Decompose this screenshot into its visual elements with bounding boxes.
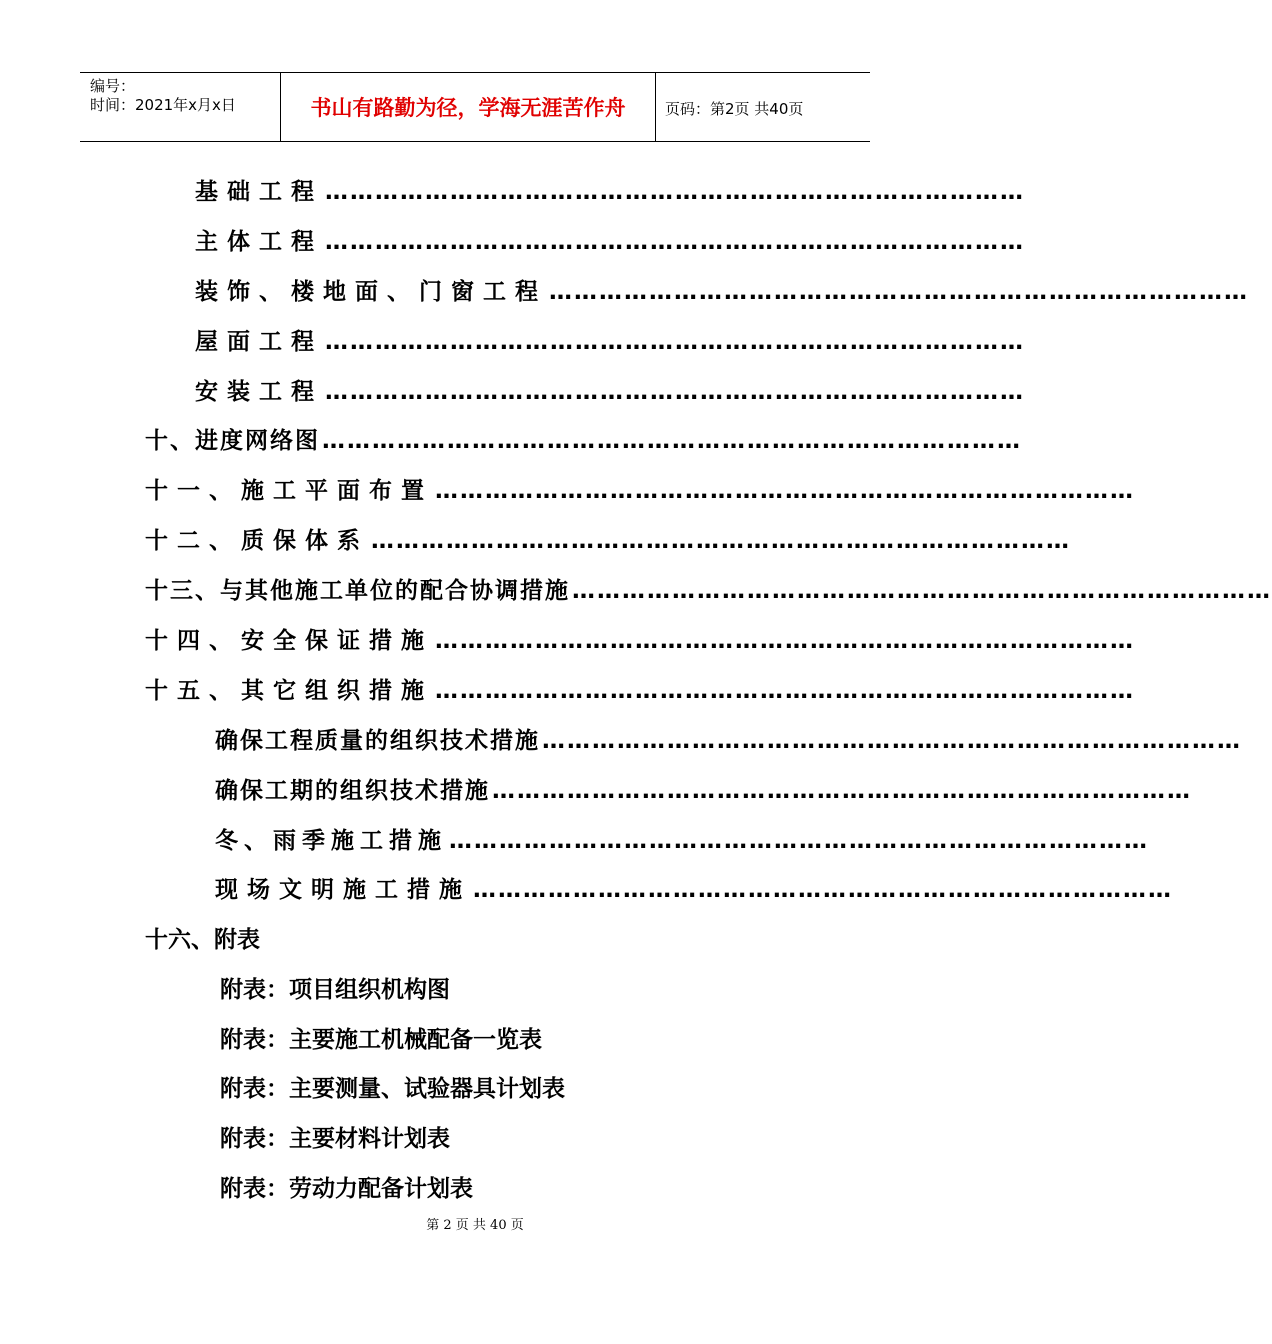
toc-leader-dots: …………………………………………………………………………: [572, 578, 1272, 604]
toc-entry: [145, 571, 1272, 611]
toc-entry: [145, 521, 1071, 561]
toc-entry: [145, 471, 1135, 511]
toc-entry-title: 十、进度网络图: [145, 428, 320, 454]
toc-entry: [145, 421, 1022, 461]
toc-entry-title: 装饰、楼地面、门窗工程: [195, 279, 547, 305]
toc-entry-title: 十一、施工平面布置: [145, 478, 433, 504]
appendix-item: 附表：主要材料计划表: [220, 1126, 450, 1152]
toc-entry-title: 冬、雨季施工措施: [215, 828, 447, 854]
toc-entry: [215, 821, 1149, 861]
toc-leader-dots: …………………………………………………………………………: [325, 379, 1025, 405]
document-number-label: 编号：: [90, 77, 136, 95]
appendix-item: 附表：主要施工机械配备一览表: [220, 1027, 542, 1053]
toc-entry-title: 十四、安全保证措施: [145, 628, 433, 654]
document-date: 时间：2021年x月x日: [90, 96, 236, 114]
toc-entry-title: 确保工程质量的组织技术措施: [215, 728, 540, 754]
header-divider: [655, 73, 656, 141]
toc-entry: [215, 721, 1242, 761]
appendix-heading: 十六、附表: [145, 927, 260, 953]
page-header: [80, 72, 870, 142]
toc-leader-dots: …………………………………………………………………………: [435, 678, 1135, 704]
toc-entry: [215, 771, 1192, 811]
toc-entry-title: 十五、其它组织措施: [145, 678, 433, 704]
header-motto: 书山有路勤为径，学海无涯苦作舟: [310, 96, 626, 120]
toc-entry-title: 基础工程: [195, 179, 323, 205]
toc-entry-title: 安装工程: [195, 379, 323, 405]
toc-leader-dots: …………………………………………………………………………: [371, 528, 1071, 554]
toc-leader-dots: …………………………………………………………………………: [473, 877, 1173, 903]
toc-leader-dots: …………………………………………………………………………: [322, 428, 1022, 454]
toc-leader-dots: …………………………………………………………………………: [542, 728, 1242, 754]
toc-leader-dots: …………………………………………………………………………: [435, 628, 1135, 654]
toc-leader-dots: …………………………………………………………………………: [449, 828, 1149, 854]
page-footer: 第 2 页 共 40 页: [426, 1218, 524, 1233]
appendix-item: 附表：项目组织机构图: [220, 977, 450, 1003]
toc-entry: [215, 870, 1173, 910]
toc-leader-dots: …………………………………………………………………………: [492, 778, 1192, 804]
toc-entry: [195, 172, 1025, 212]
toc-leader-dots: …………………………………………………………………………: [549, 279, 1249, 305]
appendix-item: 附表：劳动力配备计划表: [220, 1176, 473, 1202]
toc-entry-title: 屋面工程: [195, 329, 323, 355]
toc-leader-dots: …………………………………………………………………………: [325, 329, 1025, 355]
toc-entry: [195, 222, 1025, 262]
header-meta: [90, 77, 280, 115]
toc-entry-title: 确保工期的组织技术措施: [215, 778, 490, 804]
toc-leader-dots: …………………………………………………………………………: [435, 478, 1135, 504]
header-page-info: 页码：第2页 共40页: [665, 100, 804, 118]
toc-entry-title: 十二、质保体系: [145, 528, 369, 554]
appendix-item: 附表：主要测量、试验器具计划表: [220, 1076, 565, 1102]
toc-entry: [145, 671, 1135, 711]
toc-entry: [195, 322, 1025, 362]
toc-entry-title: 主体工程: [195, 229, 323, 255]
toc-leader-dots: …………………………………………………………………………: [325, 179, 1025, 205]
toc-leader-dots: …………………………………………………………………………: [325, 229, 1025, 255]
toc-entry-title: 十三、与其他施工单位的配合协调措施: [145, 578, 570, 604]
toc-entry-title: 现场文明施工措施: [215, 877, 471, 903]
toc-entry: [195, 372, 1025, 412]
toc-entry: [195, 272, 1249, 312]
toc-entry: [145, 621, 1135, 661]
